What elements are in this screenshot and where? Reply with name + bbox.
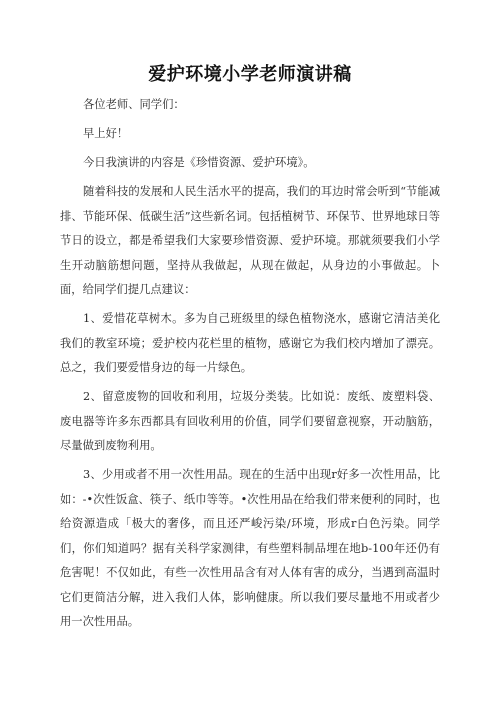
topic-intro: 今日我演讲的内容是《珍惜资源、爱护环境》。 — [83, 156, 315, 169]
background-paragraph: 随着科技的发展和人民生活水平的提高，我们的耳边时常会听到“节能减排、节能环保、低碳生活”这些新名词。包括植树节、环保节、世界地球日等节日的设立，都是希望我们大家要珍惜资源、爱护环境。那就须要我们小学生开动脑筋想问题，坚持从我做起，从现在做起，从身边的小事做起。卜面，给同学们提几点建议： — [60, 185, 440, 296]
salutation: 各位老师、同学们： — [83, 98, 185, 111]
suggestion-2: 2、留意废物的回收和利用，垃圾分类装。比如说：废纸、废塑料袋、废电器等许多东西都具有回收利用的价值，同学们要留意视察，开动脑筋，尽量做到废物利用。 — [60, 390, 440, 452]
suggestion-1: 1、爱惜花草树木。多为自己班级里的绿色植物浇水，感谢它清洁美化我们的教室环境；爱护校内花栏里的植物，感谢它为我们校内增加了漂亮。总之，我们要爱惜身边的每一片绿色。 — [60, 312, 440, 374]
document-body — [60, 93, 440, 639]
greeting: 早上好！ — [83, 127, 129, 140]
suggestion-3: 3、少用或者不用一次性用品。现在的生活中出现r好多一次性用品，比如：-•次性饭盒、筷子、纸巾等等。•次性用品在给我们带来便利的同时，也给资源造成「极大的奢侈，而且还严峻污染/环境，形成r白色污染。同学们，你们知道吗？据有关科学家测律，有些塑料制品埋在地b-100年还仍有危害呢！不仅如此，有些一次性用品含有对人体有害的成分，当遇到高温时它们更简洁分解，进入我们人体，影响健康。所以我们要尽量地不用或者少用一次性用品。 — [60, 468, 440, 628]
page-title: 爱护环境小学老师演讲稿 — [148, 64, 352, 85]
